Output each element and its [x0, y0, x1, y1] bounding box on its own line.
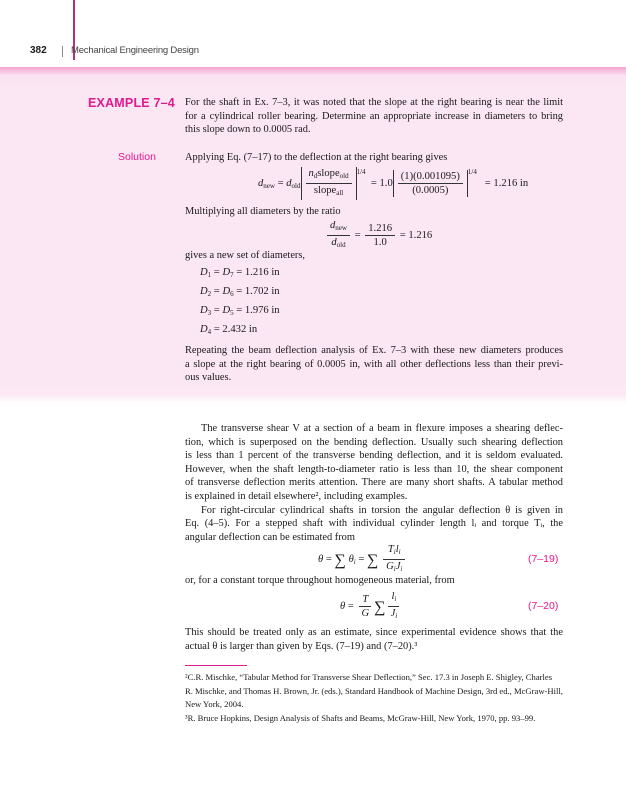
eq-symbol: d — [330, 220, 336, 231]
example-conclusion — [185, 344, 563, 385]
text-line: For the shaft in Ex. 7–3, it was noted that the slope at the right bearing is near the limit — [185, 97, 563, 108]
book-title: Mechanical Engineering Design — [71, 45, 199, 56]
text-line: The transverse shear V at a section of a beam in flexure imposes a shearing deflec- — [201, 423, 563, 434]
eq-sub: 6 — [230, 290, 234, 298]
diameter-row: $D_2 = D_6 = 1.702$ in — [200, 286, 280, 298]
text-line: actual θ is larger than given by Eqs. (7–19) and (7–20).³ — [185, 640, 418, 652]
eq-word: slope — [313, 185, 337, 196]
diameter-row: $D_4 = 2.432$ in — [200, 324, 258, 336]
running-header — [0, 45, 626, 59]
eq-symbol: d — [331, 237, 337, 248]
abs-bracket — [301, 167, 357, 200]
text-line: of transverse deflection merits attention. There are many short shafts. A tabular method — [185, 477, 563, 489]
eq-sub: 5 — [230, 309, 234, 317]
eq-sub: new — [263, 181, 275, 190]
body-paragraphs — [185, 422, 563, 544]
equation-number: (7–20) — [528, 600, 559, 612]
abs-bracket — [393, 170, 468, 197]
solution-intro — [185, 151, 563, 165]
diameter-row: $D_3 = D_5 = 1.976$ in — [200, 305, 280, 317]
between-text — [185, 574, 563, 588]
eq-sub: 3 — [207, 309, 212, 317]
text-line: a slope at the right bearing of 0.0005 in, with all other deflections less than their previ- — [185, 358, 563, 370]
eq-result: = 1.216 — [399, 229, 433, 241]
text-line: Eq. (4–5). For a stepped shaft with individual cylinder length lᵢ and torque Tᵢ, the — [185, 518, 563, 530]
text-line: for a cylindrical roller bearing. Determine an appropriate increase in diameters to bring — [185, 110, 563, 122]
equation-7-20: θ = $\frac{T}{G}$ ∑ $\frac{l_i}{J_i}$ — [340, 590, 402, 623]
equation-d-new: $d_{new} = d_{old}$ $\frac{n_dslope_{old}}{slope_{all}}$ $^{1/4}$ = 1.0 $\frac{(1)(0.001095)}{(0.0005)}$ $^{1/4}$ = 1.216 in — [258, 167, 528, 200]
text-line: or, for a constant torque throughout homogeneous material, from — [185, 575, 455, 586]
example-label: EXAMPLE 7–4 — [88, 96, 175, 110]
text-line: ²C.R. Mischke, “Tabular Method for Transverse Shear Deflection,” Sec. 17.3 in Joseph E. Shigley, Charles — [185, 672, 553, 682]
text-line: tion, which is superposed on the bending deflection. Usually such shearing deflection — [185, 436, 563, 448]
eq-result: = 1.216 in — [484, 177, 529, 189]
equation-7-19: θ = ∑ $\theta_i$ = ∑ $\frac{T_il_i}{G_iJ_i}$ — [318, 543, 407, 576]
eq-word: slope — [317, 168, 340, 179]
eq-sub: 1 — [207, 271, 212, 279]
diameter-value: = 1.702 in — [236, 286, 280, 297]
eq-denominator: (0.0005) — [412, 185, 449, 196]
text-line: Applying Eq. (7–17) to the deflection at the right bearing gives — [185, 152, 448, 163]
eq-symbol: n — [308, 168, 314, 179]
diameters-intro — [185, 249, 563, 263]
example-problem — [185, 96, 563, 137]
diameter-value: = 2.432 in — [213, 324, 258, 335]
eq-exponent: 1/4 — [467, 167, 477, 176]
text-line: ³R. Bruce Hopkins, Design Analysis of Shafts and Beams, McGraw-Hill, New York, 1970, pp. 93–99. — [185, 713, 536, 723]
estimate-paragraph — [185, 626, 563, 653]
text-line: ous values. — [185, 372, 232, 384]
eq-sub: old — [336, 241, 346, 249]
eq-denominator: 1.0 — [373, 237, 387, 248]
eq-sub: 7 — [230, 271, 234, 279]
footnote — [185, 671, 563, 712]
text-line: This should be treated only as an estimate, since experimental evidence shows that the — [185, 627, 563, 638]
footnote — [185, 712, 563, 726]
eq-sub: 2 — [207, 290, 212, 298]
text-line: R. Mischke, and Thomas H. Brown, Jr. (eds.), Standard Handbook of Machine Design, 3rd ed., McGraw-Hill, — [185, 685, 563, 696]
diameter-value: = 1.216 in — [236, 267, 280, 278]
eq-coef: = 1.0 — [370, 177, 393, 189]
eq-sub: old — [291, 181, 301, 190]
equation-ratio: $\frac{d_{new}}{d_{old}}$ = $\frac{1.216}{1.0}$ = 1.216 — [325, 219, 432, 252]
header-divider — [62, 46, 63, 57]
eq-sub: old — [339, 172, 349, 180]
text-line: gives a new set of diameters, — [185, 250, 306, 261]
solution-label: Solution — [118, 151, 156, 163]
text-line: this slope down to 0.0005 rad. — [185, 124, 311, 136]
eq-exponent: 1/4 — [356, 167, 366, 176]
eq-sub: all — [336, 189, 344, 197]
eq-sub: new — [335, 224, 347, 232]
text-line: is explained in detail elsewhere², including examples. — [185, 490, 408, 502]
page-number: 382 — [30, 45, 47, 56]
text-line: For right-circular cylindrical shafts in torsion the angular deflection θ is given in — [201, 504, 563, 516]
diameter-row: $D_1 = D_7 = 1.216$ in — [200, 267, 280, 279]
eq-symbol: d — [258, 177, 264, 189]
equation-number: (7–19) — [528, 553, 559, 565]
text-line: Multiplying all diameters by the ratio — [185, 206, 341, 217]
eq-sub: 4 — [207, 328, 212, 336]
text-line: New York, 2004. — [185, 699, 244, 710]
text-line: angular deflection can be estimated from — [185, 531, 355, 543]
eq-numerator: (1)(0.001095) — [398, 170, 463, 184]
eq-symbol: d — [286, 177, 292, 189]
eq-numerator: 1.216 — [365, 222, 395, 236]
diameter-value: = 1.976 in — [236, 305, 280, 316]
text-line: However, when the shaft length-to-diameter ratio is less than 10, the shear component — [185, 463, 563, 475]
eq-sub: d — [313, 172, 318, 180]
text-line: Repeating the beam deflection analysis of Ex. 7–3 with these new diameters produces — [185, 345, 563, 356]
footnote-rule — [185, 665, 247, 666]
ratio-intro — [185, 205, 563, 219]
text-line: is less than 1 percent of the transverse bending deflection, and it is seldom evaluated. — [185, 450, 563, 462]
